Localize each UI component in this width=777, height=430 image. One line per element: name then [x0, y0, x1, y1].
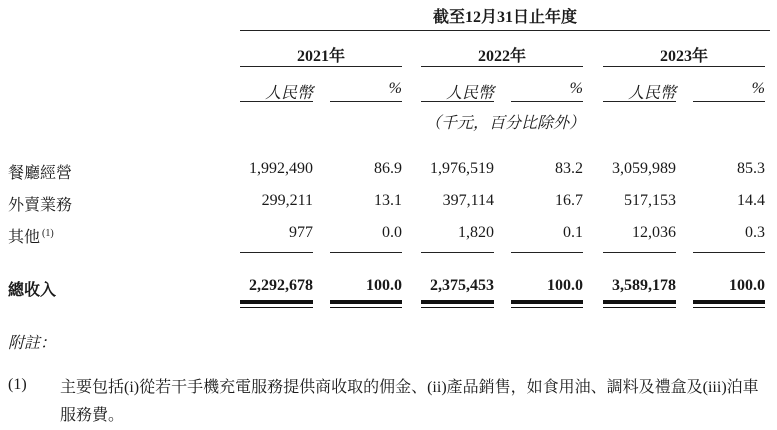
cell: 1,992,490: [249, 160, 313, 177]
cell: 85.3: [737, 160, 765, 177]
total-cell: 100.0: [547, 277, 583, 294]
row-label-others: [8, 224, 54, 247]
cell: 977: [289, 224, 313, 241]
total-double-rule: [330, 300, 402, 308]
total-double-rule: [603, 300, 676, 308]
unit-rmb-2022: 人民幣: [445, 85, 494, 102]
cell: 299,211: [261, 192, 313, 209]
year-2021: 2021年: [296, 48, 345, 65]
unit-rule: [693, 101, 765, 102]
cell: 86.9: [374, 160, 402, 177]
unit-rmb-2023: 人民幣: [627, 85, 676, 102]
unit-rmb-2021: 人民幣: [264, 85, 313, 102]
cell: 1,976,519: [430, 160, 494, 177]
unit-rule: [240, 101, 313, 102]
cell: 1,820: [458, 224, 494, 241]
year-rule-2022: [421, 66, 583, 67]
row-label-restaurant: 餐廳經營: [8, 165, 73, 182]
cell: 397,114: [442, 192, 494, 209]
cell: 0.1: [563, 224, 583, 241]
footnote-text: 主要包括(i)從若干手機充電服務提供商收取的佣金、(ii)產品銷售，如食用油、調料及禮盒及(iii)泊車服務費。: [60, 379, 759, 424]
row-label-text: 其他: [8, 229, 41, 246]
year-2023: 2023年: [659, 48, 708, 65]
unit-rule: [330, 101, 402, 102]
row-label-delivery: 外賣業務: [8, 197, 73, 214]
year-2022: 2022年: [477, 48, 526, 65]
header-rule: [240, 30, 770, 31]
cell: 12,036: [632, 224, 676, 241]
units-note: （千元，百分比除外）: [425, 115, 586, 132]
unit-pct-2023: %: [751, 80, 765, 97]
subtotal-rule: [240, 252, 313, 253]
cell: 3,059,989: [612, 160, 676, 177]
total-double-rule: [240, 300, 313, 308]
cell: 14.4: [737, 192, 765, 209]
unit-rule: [421, 101, 494, 102]
total-cell: 3,589,178: [612, 277, 676, 294]
footnote-ref: (1): [42, 227, 54, 239]
cell: 517,153: [624, 192, 676, 209]
total-cell: 2,292,678: [249, 277, 313, 294]
total-cell: 100.0: [729, 277, 765, 294]
year-rule-2021: [240, 66, 402, 67]
total-cell: 100.0: [366, 277, 402, 294]
cell: 13.1: [374, 192, 402, 209]
subtotal-rule: [693, 252, 765, 253]
cell: 83.2: [555, 160, 583, 177]
footnote-mark: (1): [8, 376, 27, 393]
cell: 0.0: [382, 224, 402, 241]
cell: 16.7: [555, 192, 583, 209]
unit-pct-2022: %: [569, 80, 583, 97]
subtotal-rule: [511, 252, 583, 253]
row-label-total: 總收入: [8, 282, 57, 299]
notes-title: 附註：: [8, 335, 57, 352]
subtotal-rule: [421, 252, 494, 253]
total-double-rule: [421, 300, 494, 308]
total-cell: 2,375,453: [430, 277, 494, 294]
unit-rule: [511, 101, 583, 102]
unit-pct-2021: %: [388, 80, 402, 97]
total-double-rule: [511, 300, 583, 308]
subtotal-rule: [330, 252, 402, 253]
subtotal-rule: [603, 252, 676, 253]
cell: 0.3: [745, 224, 765, 241]
total-double-rule: [693, 300, 765, 308]
year-rule-2023: [603, 66, 765, 67]
table-header-title: 截至12月31日止年度: [432, 9, 577, 26]
unit-rule: [603, 101, 676, 102]
